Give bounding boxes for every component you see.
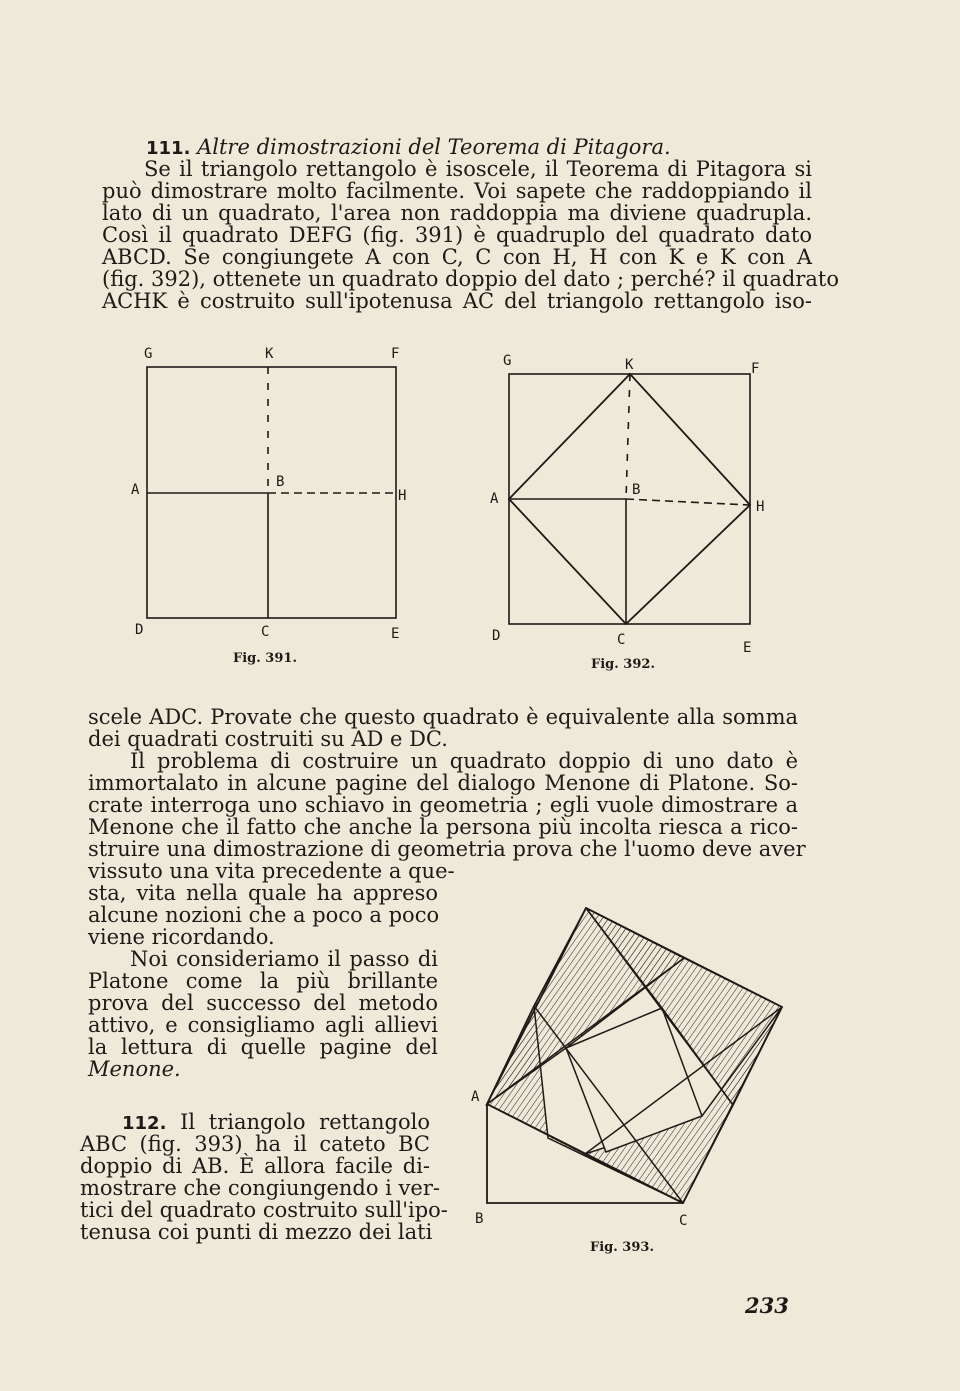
label-g: G	[144, 346, 153, 362]
text-line: Noi consideriamo il passo di	[130, 947, 438, 971]
text-line: tici del quadrato costruito sull'ipo-	[80, 1198, 448, 1222]
label-k: K	[265, 346, 274, 362]
text-line: Se il triangolo rettangolo è isoscele, il Teorema di Pitagora si	[144, 157, 812, 181]
label-a: A	[490, 491, 499, 507]
figure-392	[509, 374, 750, 624]
label-e: E	[743, 640, 752, 656]
label-f: F	[391, 346, 400, 362]
text-line: prova del successo del metodo	[88, 991, 438, 1015]
section-title: Altre dimostrazioni del Teorema di Pitagora.	[197, 135, 671, 159]
text-line: immortalato in alcune pagine del dialogo Menone di Platone. So-	[88, 771, 798, 795]
label-k: K	[625, 357, 634, 373]
text-line: lato di un quadrato, l'area non raddoppia ma diviene quadrupla.	[102, 201, 812, 225]
text-line: (fig. 392), ottenete un quadrato doppio del dato ; perché? il quadrato	[102, 267, 840, 291]
label-c: C	[261, 624, 270, 640]
label-a: A	[471, 1089, 480, 1105]
text-line: la lettura di quelle pagine del	[88, 1035, 438, 1059]
text-line: sta, vita nella quale ha appreso	[88, 881, 438, 905]
label-h: H	[398, 488, 407, 504]
text-line: attivo, e consigliamo agli allievi	[88, 1013, 438, 1037]
label-a: A	[131, 482, 140, 498]
figure-391	[147, 367, 396, 618]
text-line: Il problema di costruire un quadrato doppio di uno dato è	[130, 749, 798, 773]
text-line: scele ADC. Provate che questo quadrato è equivalente alla somma	[88, 705, 798, 729]
text-line: doppio di AB. È allora facile di-	[80, 1154, 430, 1178]
label-b: B	[632, 482, 641, 498]
figure-393	[487, 908, 782, 1203]
label-d: D	[135, 622, 144, 638]
label-b: B	[475, 1211, 484, 1227]
text-line: Il triangolo rettangolo	[180, 1110, 430, 1134]
fig-392-caption: Fig. 392.	[591, 657, 655, 672]
label-b: B	[276, 474, 285, 490]
text-line: dei quadrati costruiti su AD e DC.	[88, 727, 448, 751]
text-line: crate interroga uno schiavo in geometria ; egli vuole dimostrare a	[88, 793, 798, 817]
text-line: Menone.	[88, 1057, 181, 1081]
text-line: Così il quadrato DEFG (fig. 391) è quadruplo del quadrato dato	[102, 223, 812, 247]
text-line: può dimostrare molto facilmente. Voi sapete che raddoppiando il	[102, 179, 812, 203]
section-number: 111.	[146, 138, 191, 159]
text-line: viene ricordando.	[88, 925, 275, 949]
text-line: struire una dimostrazione di geometria prova che l'uomo deve aver	[88, 837, 806, 861]
page-number: 233	[745, 1293, 789, 1318]
text-line: mostrare che congiungendo i ver-	[80, 1176, 440, 1200]
text-line: alcune nozioni che a poco a poco	[88, 903, 440, 927]
dashed-kb	[626, 374, 630, 499]
label-g: G	[503, 353, 512, 369]
text-line: ABC (fig. 393) ha il cateto BC	[80, 1132, 430, 1156]
label-e: E	[391, 626, 400, 642]
text-line: vissuto una vita precedente a que-	[88, 859, 455, 883]
label-c: C	[679, 1213, 688, 1229]
label-d: D	[492, 628, 501, 644]
text-line: tenusa coi punti di mezzo dei lati	[80, 1220, 433, 1244]
dashed-bh	[626, 499, 750, 505]
label-c: C	[617, 632, 626, 648]
fig-393-caption: Fig. 393.	[590, 1240, 654, 1255]
text-line: Menone che il fatto che anche la persona più incolta riesca a rico-	[88, 815, 798, 839]
text-line: ABCD. Se congiungete A con C, C con H, H con K e K con A	[102, 245, 812, 269]
section-number: 112.	[122, 1113, 167, 1134]
text-line: Platone come la più brillante	[88, 969, 438, 993]
fig-391-caption: Fig. 391.	[233, 651, 297, 666]
text-line: ACHK è costruito sull'ipotenusa AC del triangolo rettangolo iso-	[102, 289, 812, 313]
label-f: F	[751, 361, 760, 377]
label-h: H	[756, 499, 765, 515]
